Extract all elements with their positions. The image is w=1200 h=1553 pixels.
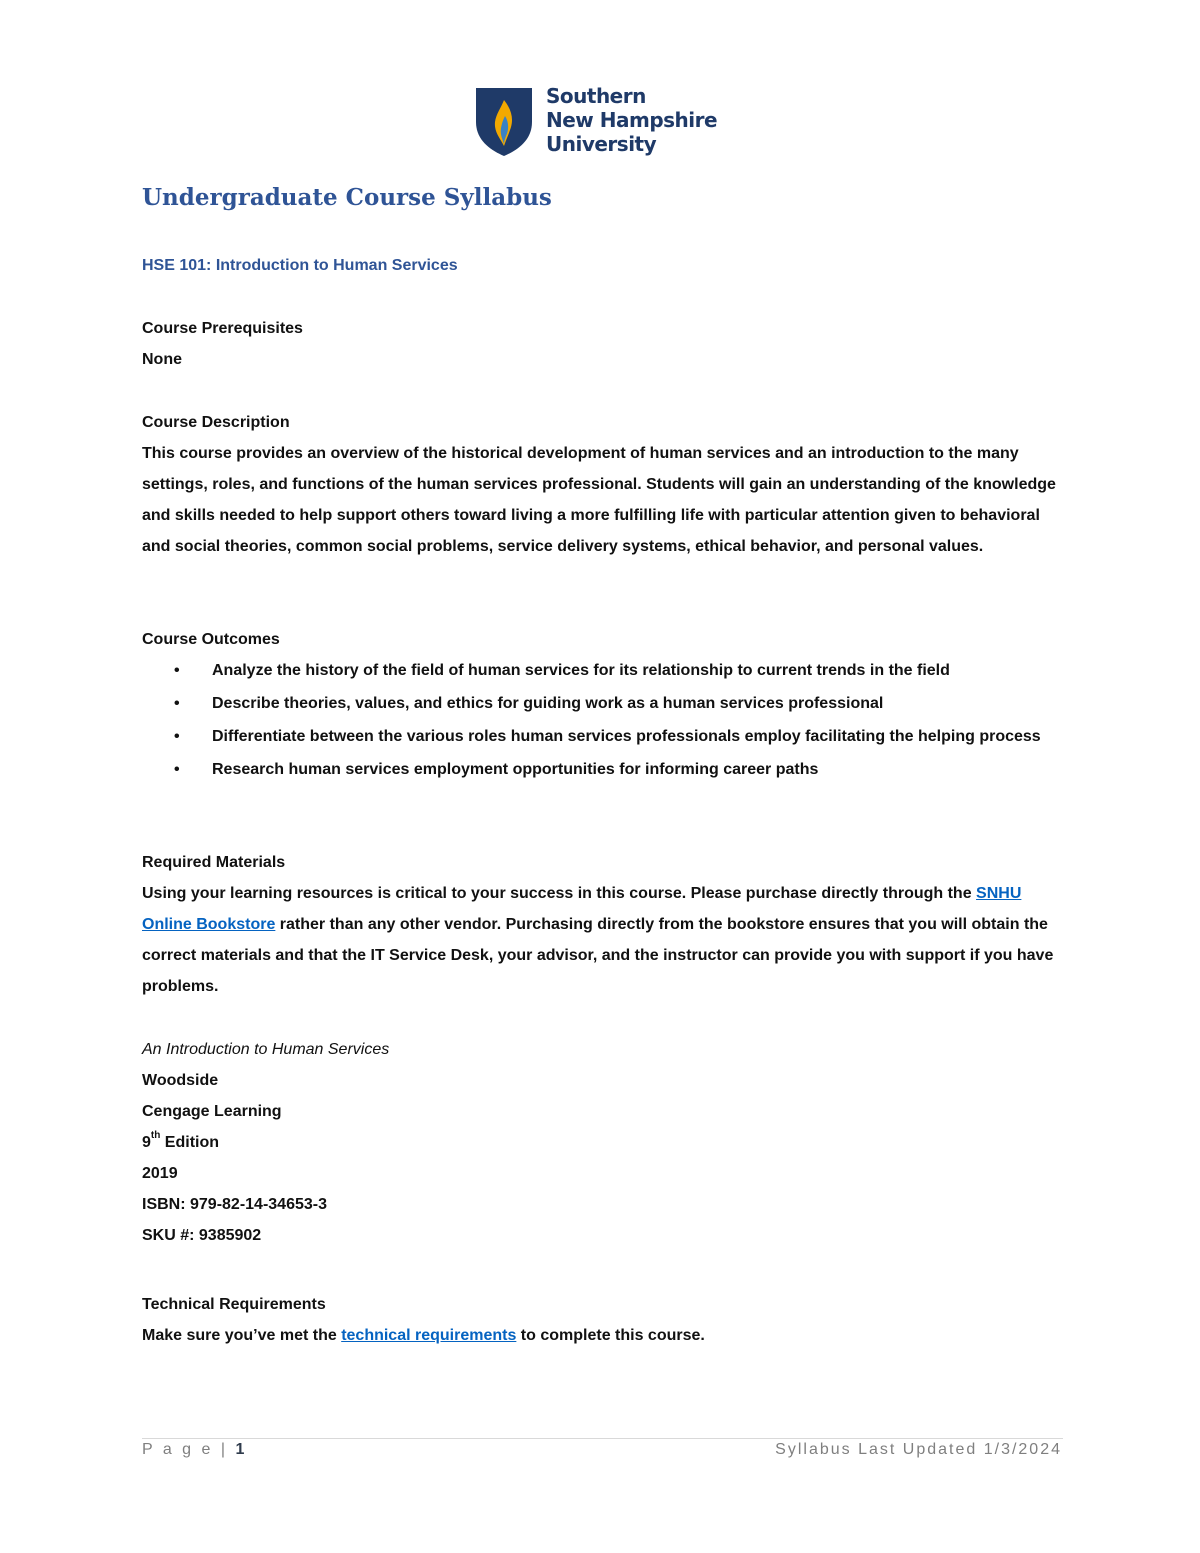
technical-text-after: to complete this course. [516, 1327, 705, 1344]
materials-section [142, 847, 1062, 1002]
bullet-icon: • [174, 761, 180, 778]
book-author: Woodside [142, 1072, 219, 1089]
bullet-icon: • [174, 695, 180, 712]
page-number-value: 1 [235, 1441, 248, 1458]
book-sku: SKU #: 9385902 [142, 1227, 262, 1244]
materials-text [142, 878, 1062, 1002]
logo-line-2: New Hampshire [546, 108, 718, 132]
materials-text-before: Using your learning resources is critical to your success in this course. Please purchase directly through the [142, 885, 977, 902]
description-section [142, 407, 1062, 562]
outcomes-heading: Course Outcomes [142, 631, 280, 648]
bullet-icon: • [174, 662, 180, 679]
course-code-title: HSE 101: Introduction to Human Services [142, 257, 458, 274]
page-title: Undergraduate Course Syllabus [142, 184, 552, 211]
technical-text [142, 1320, 1062, 1351]
page-number [142, 1441, 247, 1459]
page-label: P a g e | [142, 1441, 236, 1458]
textbook-section [142, 1034, 1062, 1251]
bookstore-link[interactable]: SNHU Online Bookstore [142, 885, 1022, 933]
logo-line-1: Southern [546, 84, 646, 108]
outcome-text: Differentiate between the various roles human services professionals employ facilitating the helping process [212, 728, 1041, 745]
logo-line-3: University [546, 132, 657, 156]
edition-word: Edition [160, 1134, 220, 1151]
technical-requirements-link[interactable]: technical requirements [341, 1327, 517, 1344]
edition-suffix: th [150, 1129, 161, 1141]
materials-heading: Required Materials [142, 854, 286, 871]
bullet-icon: • [174, 728, 180, 745]
outcome-text: Research human services employment opportunities for informing career paths [212, 761, 819, 778]
book-title: An Introduction to Human Services [142, 1041, 390, 1058]
materials-text-after: rather than any other vendor. Purchasing directly from the bookstore ensures that you will obtain the correct materials and that the IT Service Desk, your advisor, and the instructor can provide you with support if you have problems. [142, 916, 1054, 995]
book-edition [142, 1127, 1062, 1158]
outcome-text: Analyze the history of the field of human services for its relationship to current trends in the field [212, 662, 950, 679]
edition-number: 9 [142, 1134, 151, 1151]
flame-shield-icon [474, 86, 534, 158]
last-updated: Syllabus Last Updated 1/3/2024 [775, 1441, 1062, 1458]
technical-heading: Technical Requirements [142, 1296, 326, 1313]
outcomes-section [142, 624, 1062, 785]
technical-section [142, 1289, 1062, 1351]
footer-divider [142, 1438, 1063, 1439]
prerequisites-section [142, 313, 1062, 375]
description-text: This course provides an overview of the historical development of human services and an introduction to the many settings, roles, and functions of the human services professional. Students will gain an understanding of the knowledge and skills needed to help support others toward living a more fulfilling life with particular attention given to behavioral and social theories, common social problems, service delivery systems, ethical behavior, and personal values. [142, 445, 1056, 555]
outcome-text: Describe theories, values, and ethics for guiding work as a human services professional [212, 695, 884, 712]
prerequisites-value: None [142, 351, 182, 368]
snhu-logo [474, 84, 734, 160]
description-heading: Course Description [142, 414, 290, 431]
technical-text-before: Make sure you’ve met the [142, 1327, 342, 1344]
book-isbn: ISBN: 979-82-14-34653-3 [142, 1196, 327, 1213]
book-publisher: Cengage Learning [142, 1103, 282, 1120]
list-item [142, 754, 1062, 785]
logo-wordmark [546, 84, 717, 156]
prerequisites-heading: Course Prerequisites [142, 320, 303, 337]
list-item [142, 688, 1062, 719]
list-item [142, 721, 1062, 752]
book-year: 2019 [142, 1165, 178, 1182]
outcomes-list [142, 655, 1062, 785]
list-item [142, 655, 1062, 686]
